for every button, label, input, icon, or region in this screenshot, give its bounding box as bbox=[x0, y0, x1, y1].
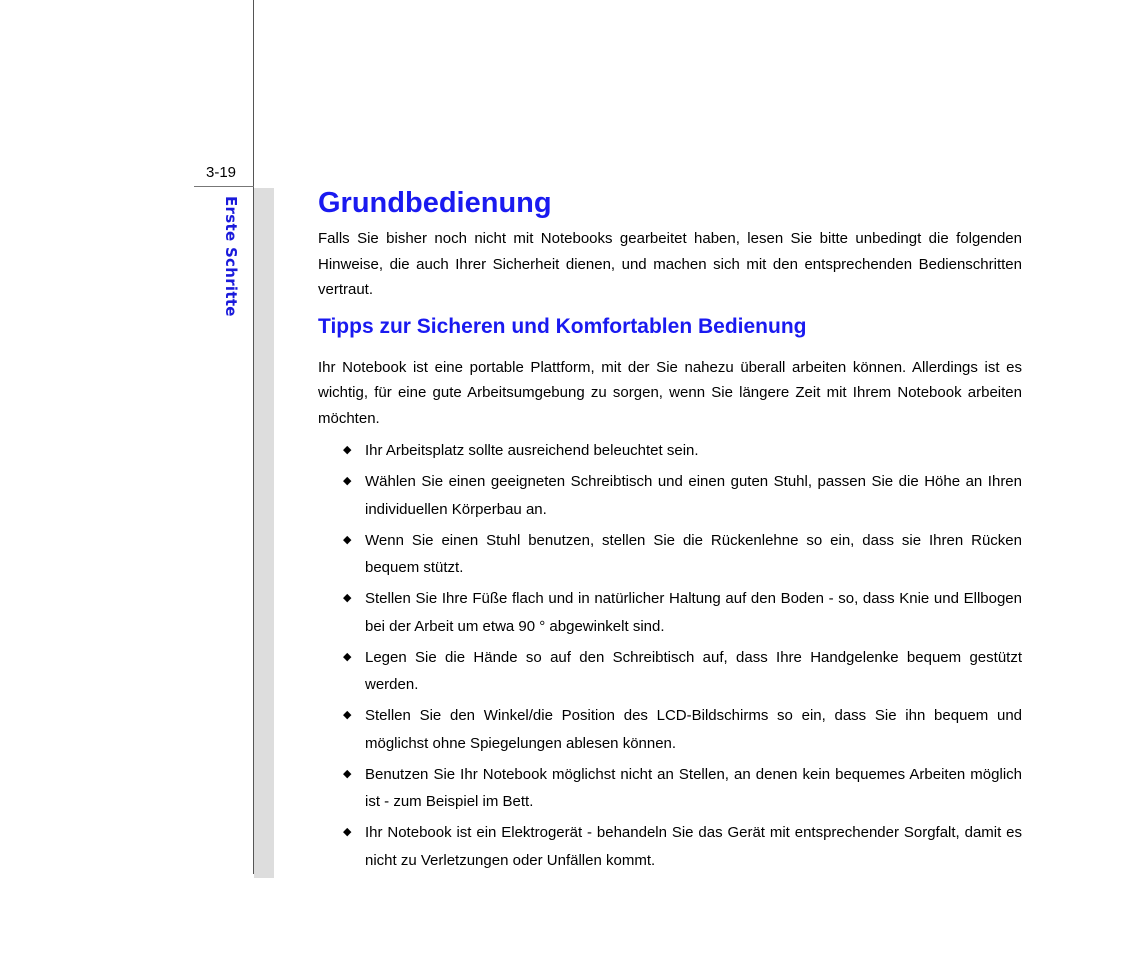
list-item: ◆ Stellen Sie den Winkel/die Position des LCD-Bildschirms so ein, dass Sie ihn bequem und möglichst ohne Spiegelungen ablesen können. bbox=[318, 702, 1022, 757]
main-content bbox=[318, 186, 1022, 878]
page-number-rule bbox=[194, 186, 254, 187]
diamond-bullet-icon: ◆ bbox=[343, 826, 352, 838]
list-item: ◆ Legen Sie die Hände so auf den Schreibtisch auf, dass Ihre Handgelenke bequem gestützt werden. bbox=[318, 644, 1022, 699]
list-item: ◆ Stellen Sie Ihre Füße flach und in natürlicher Haltung auf den Boden - so, dass Knie und Ellbogen bei der Arbeit um etwa 90 ° abgewinkelt sind. bbox=[318, 585, 1022, 640]
diamond-bullet-icon: ◆ bbox=[343, 444, 352, 456]
page-number: 3-19 bbox=[206, 164, 237, 181]
list-item: ◆ Ihr Notebook ist ein Elektrogerät - behandeln Sie das Gerät mit entsprechender Sorgfalt, damit es nicht zu Verletzungen oder Unfällen kommt. bbox=[318, 819, 1022, 874]
tips-list bbox=[318, 437, 1022, 874]
side-gray-bar bbox=[254, 188, 274, 878]
diamond-bullet-icon: ◆ bbox=[343, 475, 352, 487]
section-title: Grundbedienung bbox=[318, 187, 552, 219]
chapter-label: Erste Schritte bbox=[222, 196, 240, 317]
list-item: ◆ Wenn Sie einen Stuhl benutzen, stellen Sie die Rückenlehne so ein, dass sie Ihren Rücken bequem stützt. bbox=[318, 527, 1022, 582]
diamond-bullet-icon: ◆ bbox=[343, 592, 352, 604]
diamond-bullet-icon: ◆ bbox=[343, 533, 352, 546]
list-item: ◆ Wählen Sie einen geeigneten Schreibtisch und einen guten Stuhl, passen Sie die Höhe an Ihren individuellen Körperbau an. bbox=[318, 468, 1022, 523]
diamond-bullet-icon: ◆ bbox=[343, 709, 352, 721]
subsection-title: Tipps zur Sicheren und Komfortablen Bedienung bbox=[318, 314, 807, 338]
diamond-bullet-icon: ◆ bbox=[343, 767, 352, 780]
diamond-bullet-icon: ◆ bbox=[343, 650, 352, 663]
list-item: ◆ Benutzen Sie Ihr Notebook möglichst nicht an Stellen, an denen kein bequemes Arbeiten möglich ist - zum Beispiel im Bett. bbox=[318, 761, 1022, 816]
list-item: ◆ Ihr Arbeitsplatz sollte ausreichend beleuchtet sein. bbox=[318, 437, 1022, 465]
subsection-intro: Ihr Notebook ist eine portable Plattform, mit der Sie nahezu überall arbeiten können. Allerdings ist es wichtig, für eine gute Arbeitsumgebung zu sorgen, wenn Sie längere Zeit mit Ihrem Notebook arbeiten möchten. bbox=[318, 358, 1022, 427]
section-intro: Falls Sie bisher noch nicht mit Notebooks gearbeitet haben, lesen Sie bitte unbedingt die folgenden Hinweise, die auch Ihrer Sicherheit dienen, und machen sich mit den entsprechenden Bedienschritten vertraut. bbox=[318, 230, 1022, 298]
